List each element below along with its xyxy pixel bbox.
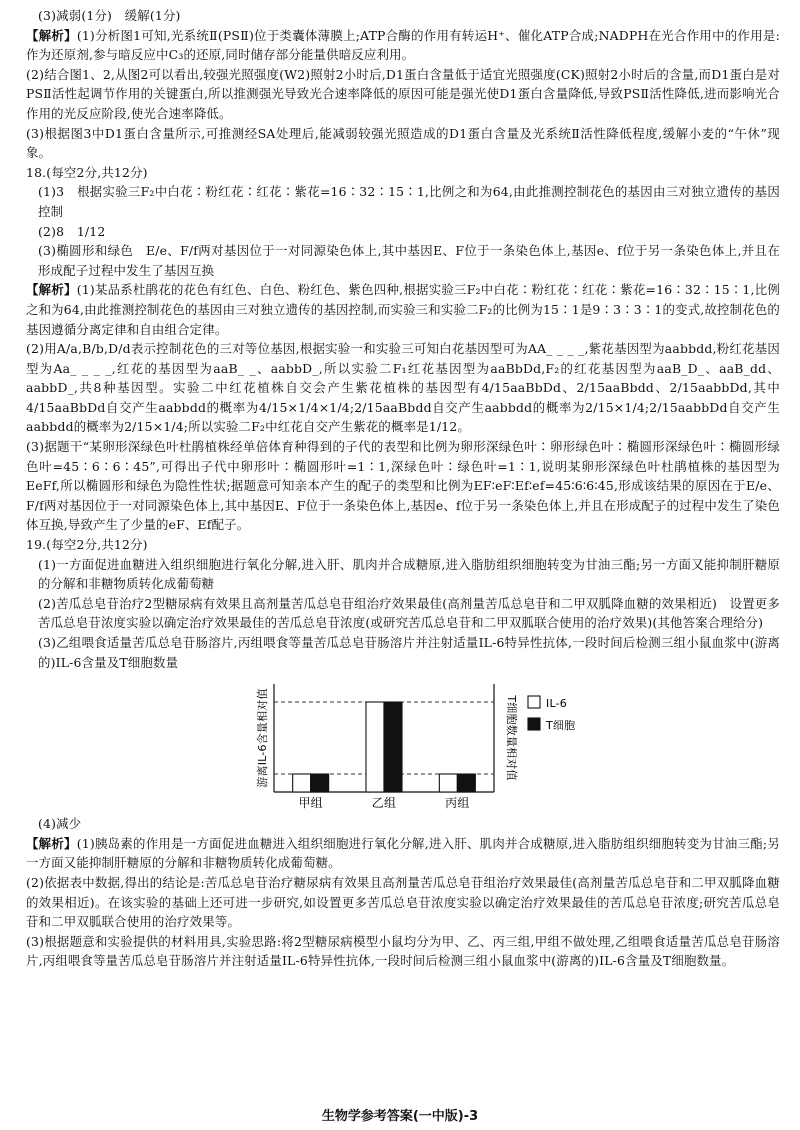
- il6-tcell-chart: [26, 674, 780, 814]
- analysis-label: 【解析】: [26, 27, 77, 43]
- q19-answer-3: (3)乙组喂食适量苦瓜总皂苷肠溶片,丙组喂食等量苦瓜总皂苷肠溶片并注射适量IL-6特异性抗体,一段时间后检测三组小鼠血浆中(游离的)IL-6含量及T细胞数量: [38, 635, 780, 670]
- q19-answer-4: (4)减少: [38, 816, 82, 832]
- q18-header: 18.(每空2分,共12分): [26, 164, 148, 180]
- analysis-label: 【解析】: [26, 835, 77, 851]
- legend-swatch-1: [528, 718, 540, 730]
- bar-0-2: [439, 774, 457, 792]
- q18-answer-3: (3)椭圆形和绿色 E/e、F/f两对基因位于一对同源染色体上,其中基因E、F位于一条染色体上,基因e、f位于另一条染色体上,并且在形成配子过程中发生了基因互换: [38, 243, 780, 278]
- bar-0-1: [366, 702, 384, 792]
- q19-analysis-1-text: (1)胰岛素的作用是一方面促进血糖进入组织细胞进行氧化分解,进入肝、肌肉并合成糖原,进入脂肪组织细胞转变为甘油三酯;另一方面又能抑制肝糖原的分解和非糖物质转化成葡萄糖。: [26, 835, 780, 871]
- bar-1-2: [457, 774, 475, 792]
- q17-analysis-1-text: (1)分析图1可知,光系统Ⅱ(PSⅡ)位于类囊体薄膜上;ATP合酶的作用有转运H⁺、催化ATP合成;NADPH在光合作用中的作用是:作为还原剂,参与暗反应中C₃的还原,同时储存部分能量供暗反应利用。: [26, 27, 780, 63]
- x-tick-label-2: 丙组: [445, 796, 470, 811]
- x-tick-label-0: 甲组: [298, 796, 323, 811]
- chart-svg: [26, 674, 576, 814]
- legend-label-0: IL-6: [546, 697, 567, 711]
- q19-analysis-1: [26, 834, 780, 873]
- q19-answer-2: (2)苦瓜总皂苷治疗2型糖尿病有效果且高剂量苦瓜总皂苷组治疗效果最佳(高剂量苦瓜总皂苷和二甲双胍降血糖的效果相近) 设置更多苦瓜总皂苷浓度实验以确定治疗效果最佳的苦瓜总皂苷浓度(或研究苦瓜总皂苷和二甲双胍联合使用的治疗效果)(其他答案合理给分): [38, 595, 780, 631]
- answer-content: [26, 6, 780, 971]
- q19-header: 19.(每空2分,共12分): [26, 537, 148, 553]
- q19-analysis-2: (2)依据表中数据,得出的结论是:苦瓜总皂苷治疗糖尿病有效果且高剂量苦瓜总皂苷组治疗效果最佳(高剂量苦瓜总皂苷和二甲双胍降血糖的效果相近)。在该实验的基础上还可进一步研究,如设置更多苦瓜总皂苷浓度实验以确定治疗效果最佳的苦瓜总皂苷浓度;研究苦瓜总皂苷和二甲双胍联合使用的治疗效果等。: [26, 874, 780, 930]
- q18-analysis-1: [26, 280, 780, 339]
- legend-label-1: T细胞: [546, 719, 576, 733]
- q18-analysis-3: (3)据题干“某卵形深绿色叶杜鹃植株经单倍体育种得到的子代的表型和比例为卵形深绿色叶∶卵形绿色叶∶椭圆形深绿色叶∶椭圆形绿色叶=45∶6∶6∶45”,可得出子代中卵形叶∶椭圆形叶=1∶1,深绿色叶∶绿色叶=1∶1,说明某卵形深绿色叶杜鹃植株的基因型为EeFf,所以椭圆形和绿色为隐性性状;据题意可知亲本产生的配子的类型和比例为EF∶eF∶Ef∶ef=45∶6∶6∶45,形成该结果的原因在于E/e、F/f两对基因位于一对同源染色体上,其中基因E、F位于一条染色体上,基因e、f位于另一条染色体上,并且在形成配子的过程中发生了染色体互换,导致产生了少量的eF、Ef配子。: [26, 439, 780, 533]
- q18-answer-2: (2)8 1/12: [38, 223, 106, 239]
- q17-analysis-3: (3)根据图3中D1蛋白含量所示,可推测经SA处理后,能减弱较强光照造成的D1蛋白含量及光系统Ⅱ活性降低程度,缓解小麦的“午休”现象。: [26, 125, 780, 161]
- q18-analysis-1-text: (1)某品系杜鹃花的花色有红色、白色、粉红色、紫色四种,根据实验三F₂中白花∶粉红花∶红花∶紫花=16∶32∶15∶1,比例之和为64,由此推测控制花色的基因由三对独立遗传的基因控制,而实验三和实验二F₂的比例为15∶1是9∶3∶3∶1的变式,故控制花色的基因遵循分离定律和自由组合定律。: [26, 282, 780, 337]
- bar-1-0: [311, 774, 329, 792]
- q19-analysis-3: (3)根据题意和实验提供的材料用具,实验思路:将2型糖尿病模型小鼠均分为甲、乙、丙三组,甲组不做处理,乙组喂食适量苦瓜总皂苷肠溶片,丙组喂食等量苦瓜总皂苷肠溶片并注射适量IL-6特异性抗体,一段时间后检测三组小鼠血浆中(游离的)IL-6含量及T细胞数量。: [26, 933, 780, 969]
- q17-analysis-1: [26, 26, 780, 65]
- legend-swatch-0: [528, 696, 540, 708]
- page-footer: 生物学参考答案(一中版)-3: [321, 1109, 479, 1124]
- q17-answer-3: (3)减弱(1分) 缓解(1分): [38, 8, 181, 23]
- q19-answer-1: (1)一方面促进血糖进入组织细胞进行氧化分解,进入肝、肌肉并合成糖原,进入脂肪组织细胞转变为甘油三酯;另一方面又能抑制肝糖原的分解和非糖物质转化成葡萄糖: [38, 556, 780, 592]
- bar-0-0: [293, 774, 311, 792]
- q18-analysis-2: (2)用A/a,B/b,D/d表示控制花色的三对等位基因,根据实验一和实验三可知白花基因型可为AA_ _ _ _,紫花基因型为aabbdd,粉红花基因型为Aa_ _ _ _,红花的基因型为aaB_ _、aabbD_,所以实验二F₁红花基因型为aaBbDd,F₂的红花基因型为aaB_D_、aaB_dd、aabbD_,共8种基因型。实验二中红花植株自交会产生紫花植株的基因型有4/15aaBbDd、2/15aaBbdd、2/15aabbDd,其中4/15aaBbDd自交产生aabbdd的概率为4/15×1/4×1/4;2/15aaBbdd自交产生aabbdd的概率为2/15×1/4;2/15aabbDd自交产生aabbdd的概率为2/15×1/4;所以实验二F₂中红花自交产生紫花的概率是1/12。: [26, 341, 780, 435]
- q17-analysis-2: (2)结合图1、2,从图2可以看出,较强光照强度(W2)照射2小时后,D1蛋白含量低于适宜光照强度(CK)照射2小时后的含量,而D1蛋白是对PSⅡ活性起调节作用的关键蛋白,所以推测强光导致光合速率降低的原因可能是强光使D1蛋白含量降低,导致PSⅡ活性降低,进而影响光合作用的光反应阶段,使光合速率降低。: [26, 66, 780, 121]
- x-tick-label-1: 乙组: [371, 796, 397, 811]
- y-axis-label-right: T细胞数量相对值: [505, 695, 518, 781]
- q18-answer-1: (1)3 根据实验三F₂中白花∶粉红花∶红花∶紫花=16∶32∶15∶1,比例之和为64,由此推测控制花色的基因由三对独立遗传的基因控制: [38, 184, 780, 219]
- analysis-label: 【解析】: [26, 282, 77, 298]
- bar-1-1: [384, 702, 402, 792]
- y-axis-label-left: 游离IL-6含量相对值: [256, 688, 269, 788]
